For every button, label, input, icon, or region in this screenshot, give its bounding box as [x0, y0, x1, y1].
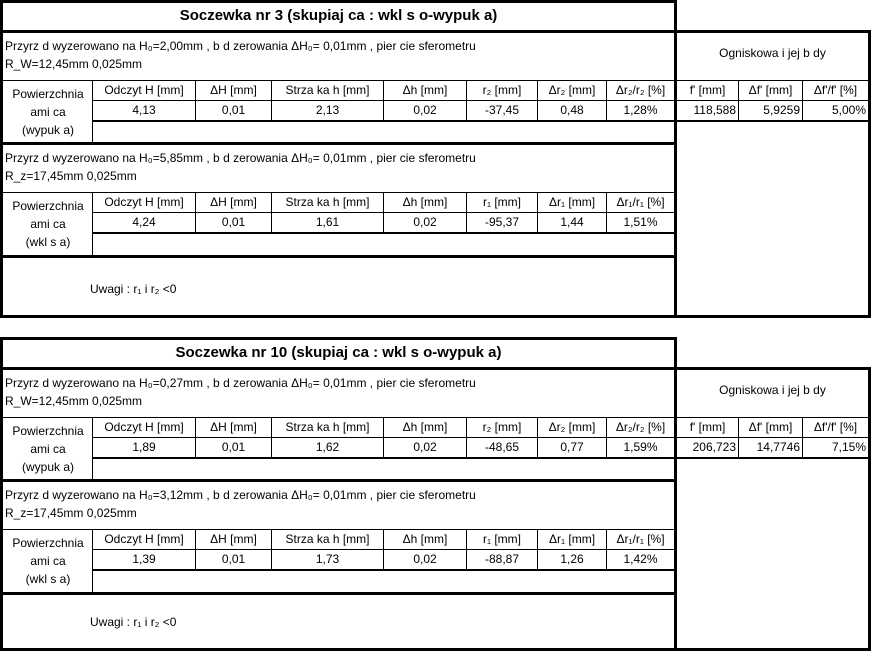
surface-b-info-line2: R_z=17,45mm 0,025mm — [5, 506, 137, 520]
lens-block-1 — [0, 0, 871, 318]
surface-a-label: Powierzchnia ami ca (wypuk a) — [12, 87, 84, 137]
header-cell: Δr₁/r₁ [%] — [607, 530, 674, 550]
value-cell: 1,42% — [607, 550, 674, 570]
value-cell: 1,59% — [607, 438, 674, 458]
focal-header-cell: f' [mm] — [677, 81, 739, 101]
header-cell: Strza ka h [mm] — [272, 418, 384, 438]
header-cell: Odczyt H [mm] — [93, 418, 196, 438]
header-cell: ΔH [mm] — [196, 193, 272, 213]
value-cell: 0,02 — [384, 438, 467, 458]
focal-title: Ogniskowa i jej b dy — [719, 383, 826, 397]
value-cell: -88,87 — [467, 550, 538, 570]
header-cell: Δr₂ [mm] — [538, 81, 607, 101]
value-cell: 1,44 — [538, 213, 607, 233]
lens-block-2 — [0, 337, 871, 651]
lens-title: Soczewka nr 10 (skupiaj ca : wkl s o-wypuk a) — [175, 344, 502, 361]
notes: Uwagi : r₁ i r₂ <0 — [90, 615, 177, 629]
value-cell: 1,62 — [272, 438, 384, 458]
header-cell: Δh [mm] — [384, 418, 467, 438]
surface-a-label: Powierzchnia ami ca (wypuk a) — [12, 424, 84, 474]
value-cell: 4,13 — [93, 101, 196, 121]
focal-header-cell: Δf'/f' [%] — [803, 81, 868, 101]
focal-value-cell: 14,7746 — [739, 438, 803, 458]
focal-header-cell: f' [mm] — [677, 418, 739, 438]
header-cell: Strza ka h [mm] — [272, 81, 384, 101]
value-cell: -48,65 — [467, 438, 538, 458]
header-cell: Δr₂ [mm] — [538, 418, 607, 438]
value-cell: 1,39 — [93, 550, 196, 570]
header-cell: r₁ [mm] — [467, 530, 538, 550]
header-cell: Strza ka h [mm] — [272, 193, 384, 213]
value-cell: 0,01 — [196, 438, 272, 458]
value-cell: -37,45 — [467, 101, 538, 121]
header-cell: Δh [mm] — [384, 530, 467, 550]
header-cell: ΔH [mm] — [196, 418, 272, 438]
lens-title: Soczewka nr 3 (skupiaj ca : wkl s o-wypuk a) — [179, 7, 498, 24]
value-cell: 1,89 — [93, 438, 196, 458]
surface-a-info-line2: R_W=12,45mm 0,025mm — [5, 394, 143, 408]
surface-a-info-line2: R_W=12,45mm 0,025mm — [5, 57, 143, 71]
header-cell: ΔH [mm] — [196, 81, 272, 101]
focal-value-cell: 206,723 — [677, 438, 739, 458]
value-cell: 0,02 — [384, 101, 467, 121]
focal-header-cell: Δf' [mm] — [739, 81, 803, 101]
header-cell: Δr₂/r₂ [%] — [607, 81, 674, 101]
value-cell: 1,61 — [272, 213, 384, 233]
surface-a-info-line1: Przyrz d wyzerowano na H₀=0,27mm , b d zerowania ΔH₀= 0,01mm , pier cie sferometru — [5, 376, 476, 390]
header-cell: Odczyt H [mm] — [93, 193, 196, 213]
value-cell: 0,01 — [196, 550, 272, 570]
value-cell: 0,01 — [196, 213, 272, 233]
value-cell: 0,48 — [538, 101, 607, 121]
value-cell: -95,37 — [467, 213, 538, 233]
header-cell: r₂ [mm] — [467, 418, 538, 438]
surface-b-info-line2: R_z=17,45mm 0,025mm — [5, 169, 137, 183]
surface-b-info-line1: Przyrz d wyzerowano na H₀=3,12mm , b d zerowania ΔH₀= 0,01mm , pier cie sferometru — [5, 488, 476, 502]
value-cell: 0,02 — [384, 213, 467, 233]
value-cell: 1,51% — [607, 213, 674, 233]
value-cell: 1,73 — [272, 550, 384, 570]
header-cell: Δr₁ [mm] — [538, 530, 607, 550]
focal-value-cell: 7,15% — [803, 438, 868, 458]
value-cell: 0,77 — [538, 438, 607, 458]
header-cell: Δh [mm] — [384, 193, 467, 213]
value-cell: 2,13 — [272, 101, 384, 121]
header-cell: Strza ka h [mm] — [272, 530, 384, 550]
value-cell: 0,02 — [384, 550, 467, 570]
header-cell: Δr₁ [mm] — [538, 193, 607, 213]
value-cell: 4,24 — [93, 213, 196, 233]
focal-value-cell: 5,00% — [803, 101, 868, 121]
focal-value-cell: 5,9259 — [739, 101, 803, 121]
surface-b-label: Powierzchnia ami ca (wkl s a) — [12, 199, 84, 249]
surface-a-info-line1: Przyrz d wyzerowano na H₀=2,00mm , b d zerowania ΔH₀= 0,01mm , pier cie sferometru — [5, 39, 476, 53]
header-cell: Δr₂/r₂ [%] — [607, 418, 674, 438]
focal-value-cell: 118,588 — [677, 101, 739, 121]
focal-header-cell: Δf'/f' [%] — [803, 418, 868, 438]
surface-b-label: Powierzchnia ami ca (wkl s a) — [12, 536, 84, 586]
value-cell: 0,01 — [196, 101, 272, 121]
header-cell: Δh [mm] — [384, 81, 467, 101]
value-cell: 1,26 — [538, 550, 607, 570]
header-cell: ΔH [mm] — [196, 530, 272, 550]
surface-b-info-line1: Przyrz d wyzerowano na H₀=5,85mm , b d zerowania ΔH₀= 0,01mm , pier cie sferometru — [5, 151, 476, 165]
value-cell: 1,28% — [607, 101, 674, 121]
header-cell: Odczyt H [mm] — [93, 530, 196, 550]
focal-header-cell: Δf' [mm] — [739, 418, 803, 438]
header-cell: r₁ [mm] — [467, 193, 538, 213]
header-cell: Odczyt H [mm] — [93, 81, 196, 101]
focal-title: Ogniskowa i jej b dy — [719, 46, 826, 60]
header-cell: r₂ [mm] — [467, 81, 538, 101]
header-cell: Δr₁/r₁ [%] — [607, 193, 674, 213]
notes: Uwagi : r₁ i r₂ <0 — [90, 282, 177, 296]
